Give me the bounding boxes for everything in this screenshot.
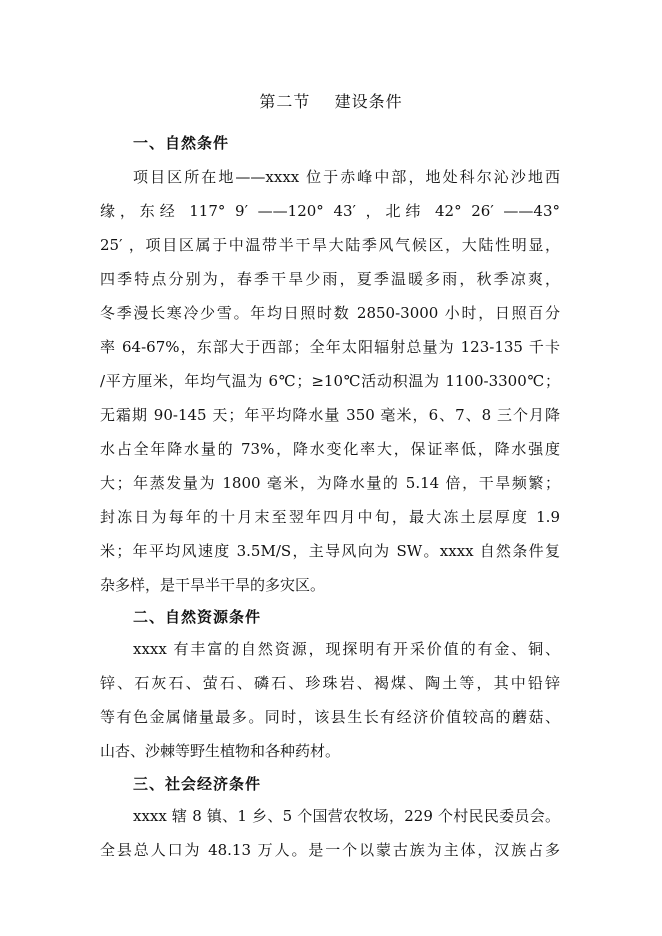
paragraph-line: 水占全年降水量的 73%，降水变化率大，保证率低，降水强度 (100, 440, 560, 458)
paragraph-line: 山杏、沙棘等野生植物和各种药材。 (100, 742, 341, 760)
paragraph-line: 项目区所在地——xxxx 位于赤峰中部，地处科尔沁沙地西 (133, 168, 560, 186)
section-title: 第二节 建设条件 (259, 92, 403, 111)
paragraph-line: 冬季漫长寒冷少雪。年均日照时数 2850-3000 小时，日照百分 (100, 304, 560, 322)
paragraph-line: 大；年蒸发量为 1800 毫米，为降水量的 5.14 倍，干旱频繁； (100, 474, 560, 492)
paragraph-line: 封冻日为每年的十月末至翌年四月中旬，最大冻土层厚度 1.9 (100, 508, 560, 526)
paragraph-line: 无霜期 90-145 天；年平均降水量 350 毫米，6、7、8 三个月降 (100, 406, 560, 424)
paragraph-line: 全县总人口为 48.13 万人。是一个以蒙古族为主体，汉族占多 (100, 841, 560, 859)
paragraph-line: xxxx 有丰富的自然资源，现探明有开采价值的有金、铜、 (133, 640, 560, 658)
paragraph-line: 率 64-67%，东部大于西部；全年太阳辐射总量为 123-135 千卡 (100, 338, 560, 356)
paragraph-line: xxxx 辖 8 镇、1 乡、5 个国营农牧场，229 个村民民委员会。 (133, 807, 560, 825)
paragraph-line: 四季特点分别为，春季干旱少雨，夏季温暖多雨，秋季凉爽， (100, 270, 560, 288)
heading-natural-resources: 二、自然资源条件 (133, 608, 262, 626)
paragraph-line: 米；年平均风速度 3.5M/S，主导风向为 SW。xxxx 自然条件复 (100, 542, 560, 560)
paragraph-line: 锌、石灰石、萤石、磷石、珍珠岩、褐煤、陶土等，其中铅锌 (100, 674, 560, 692)
paragraph-line: 缘，东经 117° 9′ ——120° 43′ ，北纬 42° 26′ ——43° (100, 202, 560, 220)
heading-natural-conditions: 一、自然条件 (133, 134, 230, 152)
paragraph-line: 等有色金属储量最多。同时，该县生长有经济价值较高的蘑菇、 (100, 708, 560, 726)
paragraph-line: 25′ ，项目区属于中温带半干旱大陆季风气候区，大陆性明显， (100, 236, 560, 254)
paragraph-line: 杂多样，是干旱半干旱的多灾区。 (100, 576, 326, 594)
paragraph-line: /平方厘米，年均气温为 6℃；≥10℃活动积温为 1100-3300℃； (100, 372, 560, 390)
heading-socioeconomic: 三、社会经济条件 (133, 775, 262, 793)
